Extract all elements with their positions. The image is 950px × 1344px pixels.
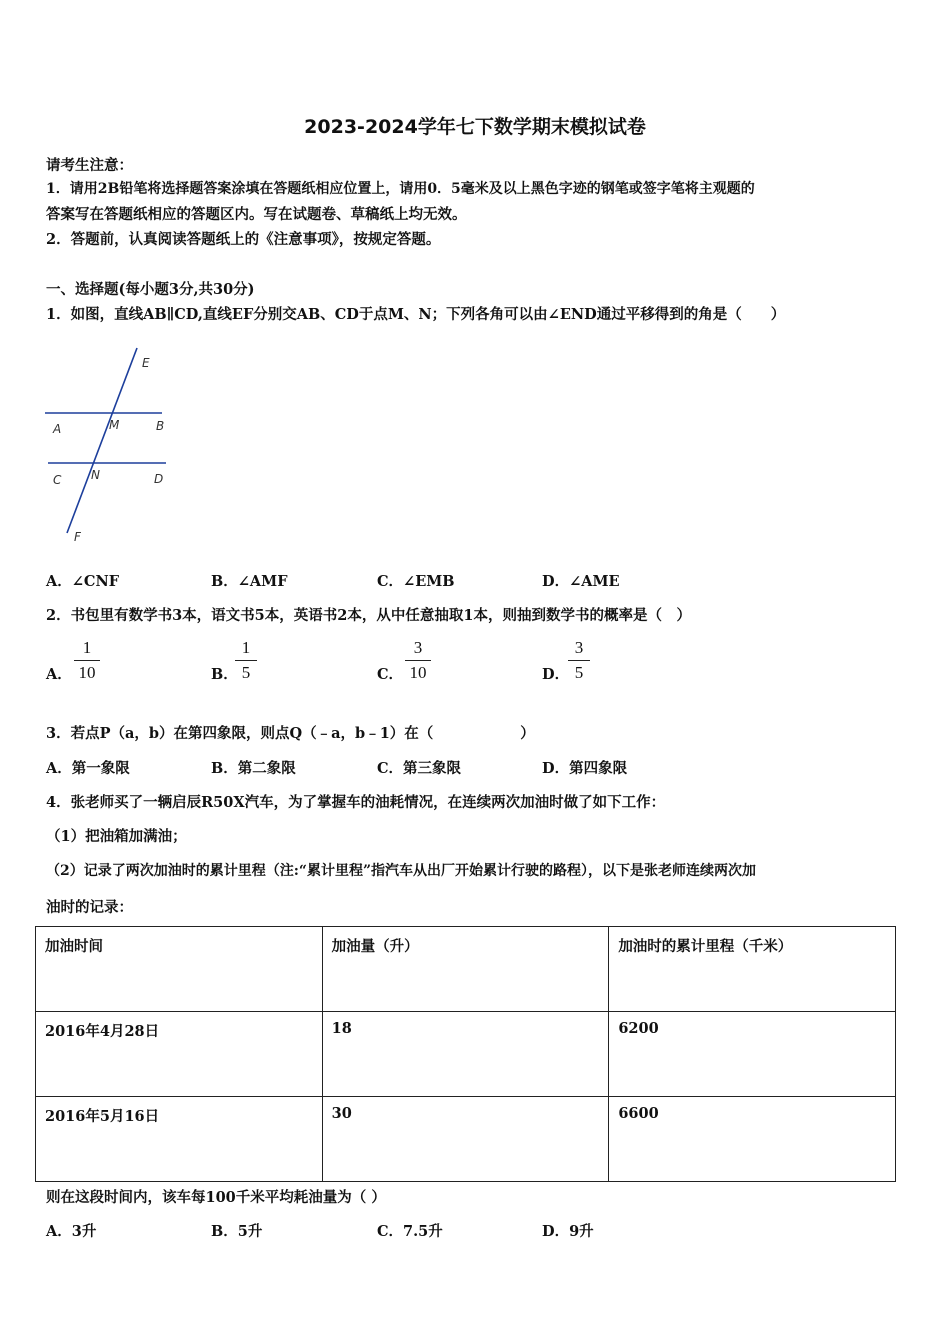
- q2-option-d-fraction: [568, 638, 590, 683]
- question-1-stem: 1．如图，直线AB∥CD,直线EF分别交AB、CD于点M、N；下列各角可以由∠END通过平移得到的角是（ ）: [46, 306, 786, 323]
- header-cell-mileage: 加油时的累计里程（千米）: [609, 927, 896, 1012]
- q1-option-c: C．∠EMB: [377, 573, 455, 590]
- q2-option-c-letter: C．: [377, 666, 404, 683]
- q4-option-d: D．9升: [542, 1223, 594, 1240]
- denominator: 5: [574, 663, 584, 682]
- page-title: 2023-2024学年七下数学期末模拟试卷: [304, 116, 646, 138]
- question-4-step-2-line-2: 油时的记录：: [46, 899, 133, 916]
- numerator: 3: [574, 638, 584, 657]
- denominator: 10: [78, 663, 96, 682]
- label-a: A: [53, 422, 62, 436]
- q2-option-c-fraction: [405, 638, 431, 683]
- table-cell: 30: [322, 1097, 609, 1182]
- label-d: D: [154, 472, 164, 486]
- section-heading: 一、选择题(每小题3分,共30分): [46, 281, 255, 298]
- table-cell: 2016年5月16日: [36, 1097, 323, 1182]
- q3-option-c: C．第三象限: [377, 760, 462, 777]
- notice-item-1-line-2: 答案写在答题纸相应的答题区内。写在试题卷、草稿纸上均无效。: [46, 206, 467, 223]
- q2-option-b-fraction: [235, 638, 257, 683]
- q1-option-a: A．∠CNF: [46, 573, 119, 590]
- question-4-step-1: （1）把油箱加满油；: [46, 828, 187, 845]
- fraction-bar: [235, 660, 257, 661]
- fraction-bar: [568, 660, 590, 661]
- question-2-stem: 2．书包里有数学书3本，语文书5本，英语书2本，从中任意抽取1本，则抽到数学书的概率是（ ）: [46, 607, 691, 624]
- denominator: 10: [409, 663, 427, 682]
- q2-option-b-letter: B．: [211, 666, 238, 683]
- header-cell-amount: 加油量（升）: [322, 927, 609, 1012]
- label-b: B: [156, 419, 165, 433]
- header-cell-time: 加油时间: [36, 927, 323, 1012]
- notice-heading: 请考生注意：: [46, 157, 133, 174]
- parallel-lines-figure: [40, 345, 180, 545]
- numerator: 3: [413, 638, 423, 657]
- label-n: N: [91, 468, 100, 482]
- refuel-record-table: [35, 926, 896, 1182]
- label-f: F: [74, 530, 81, 544]
- q1-option-b: B．∠AMF: [211, 573, 288, 590]
- fraction-bar: [405, 660, 431, 661]
- notice-item-1-line-1: 1．请用2B铅笔将选择题答案涂填在答题纸相应位置上，请用0．5毫米及以上黑色字迹的钢笔或签字笔将主观题的: [46, 181, 755, 197]
- table-header-row: [36, 927, 896, 1012]
- label-c: C: [53, 473, 62, 487]
- q2-option-d-letter: D．: [542, 666, 570, 683]
- question-4-stem: 4．张老师买了一辆启辰R50X汽车，为了掌握车的油耗情况，在连续两次加油时做了如下工作：: [46, 794, 666, 811]
- table-row: [36, 1012, 896, 1097]
- label-m: M: [109, 418, 120, 432]
- q1-option-d: D．∠AME: [542, 573, 620, 590]
- q3-option-d: D．第四象限: [542, 760, 628, 777]
- table-cell: 6600: [609, 1097, 896, 1182]
- label-e: E: [142, 356, 150, 370]
- q4-option-b: B．5升: [211, 1223, 263, 1240]
- table-row: [36, 1097, 896, 1182]
- q2-option-a-fraction: [74, 638, 100, 683]
- numerator: 1: [82, 638, 92, 657]
- q2-option-a-letter: A．: [46, 666, 72, 683]
- question-4-step-2-line-1: （2）记录了两次加油时的累计里程（注:“累计里程”指汽车从出厂开始累计行驶的路程），以下是张老师连续两次加: [46, 863, 757, 879]
- q4-option-a: A．3升: [46, 1223, 97, 1240]
- table-cell: 6200: [609, 1012, 896, 1097]
- question-3-stem: 3．若点P（a，b）在第四象限，则点Q（﹣a，b﹣1）在（ ）: [46, 725, 535, 742]
- denominator: 5: [241, 663, 251, 682]
- notice-item-2: 2．答题前，认真阅读答题纸上的《注意事项》，按规定答题。: [46, 231, 441, 248]
- line-ef: [67, 348, 137, 533]
- numerator: 1: [241, 638, 251, 657]
- q3-option-b: B．第二象限: [211, 760, 296, 777]
- q3-option-a: A．第一象限: [46, 760, 130, 777]
- question-4-question: 则在这段时间内，该车每100千米平均耗油量为（ ）: [46, 1189, 386, 1206]
- q4-option-c: C．7.5升: [377, 1223, 443, 1240]
- table-cell: 18: [322, 1012, 609, 1097]
- fraction-bar: [74, 660, 100, 661]
- table-cell: 2016年4月28日: [36, 1012, 323, 1097]
